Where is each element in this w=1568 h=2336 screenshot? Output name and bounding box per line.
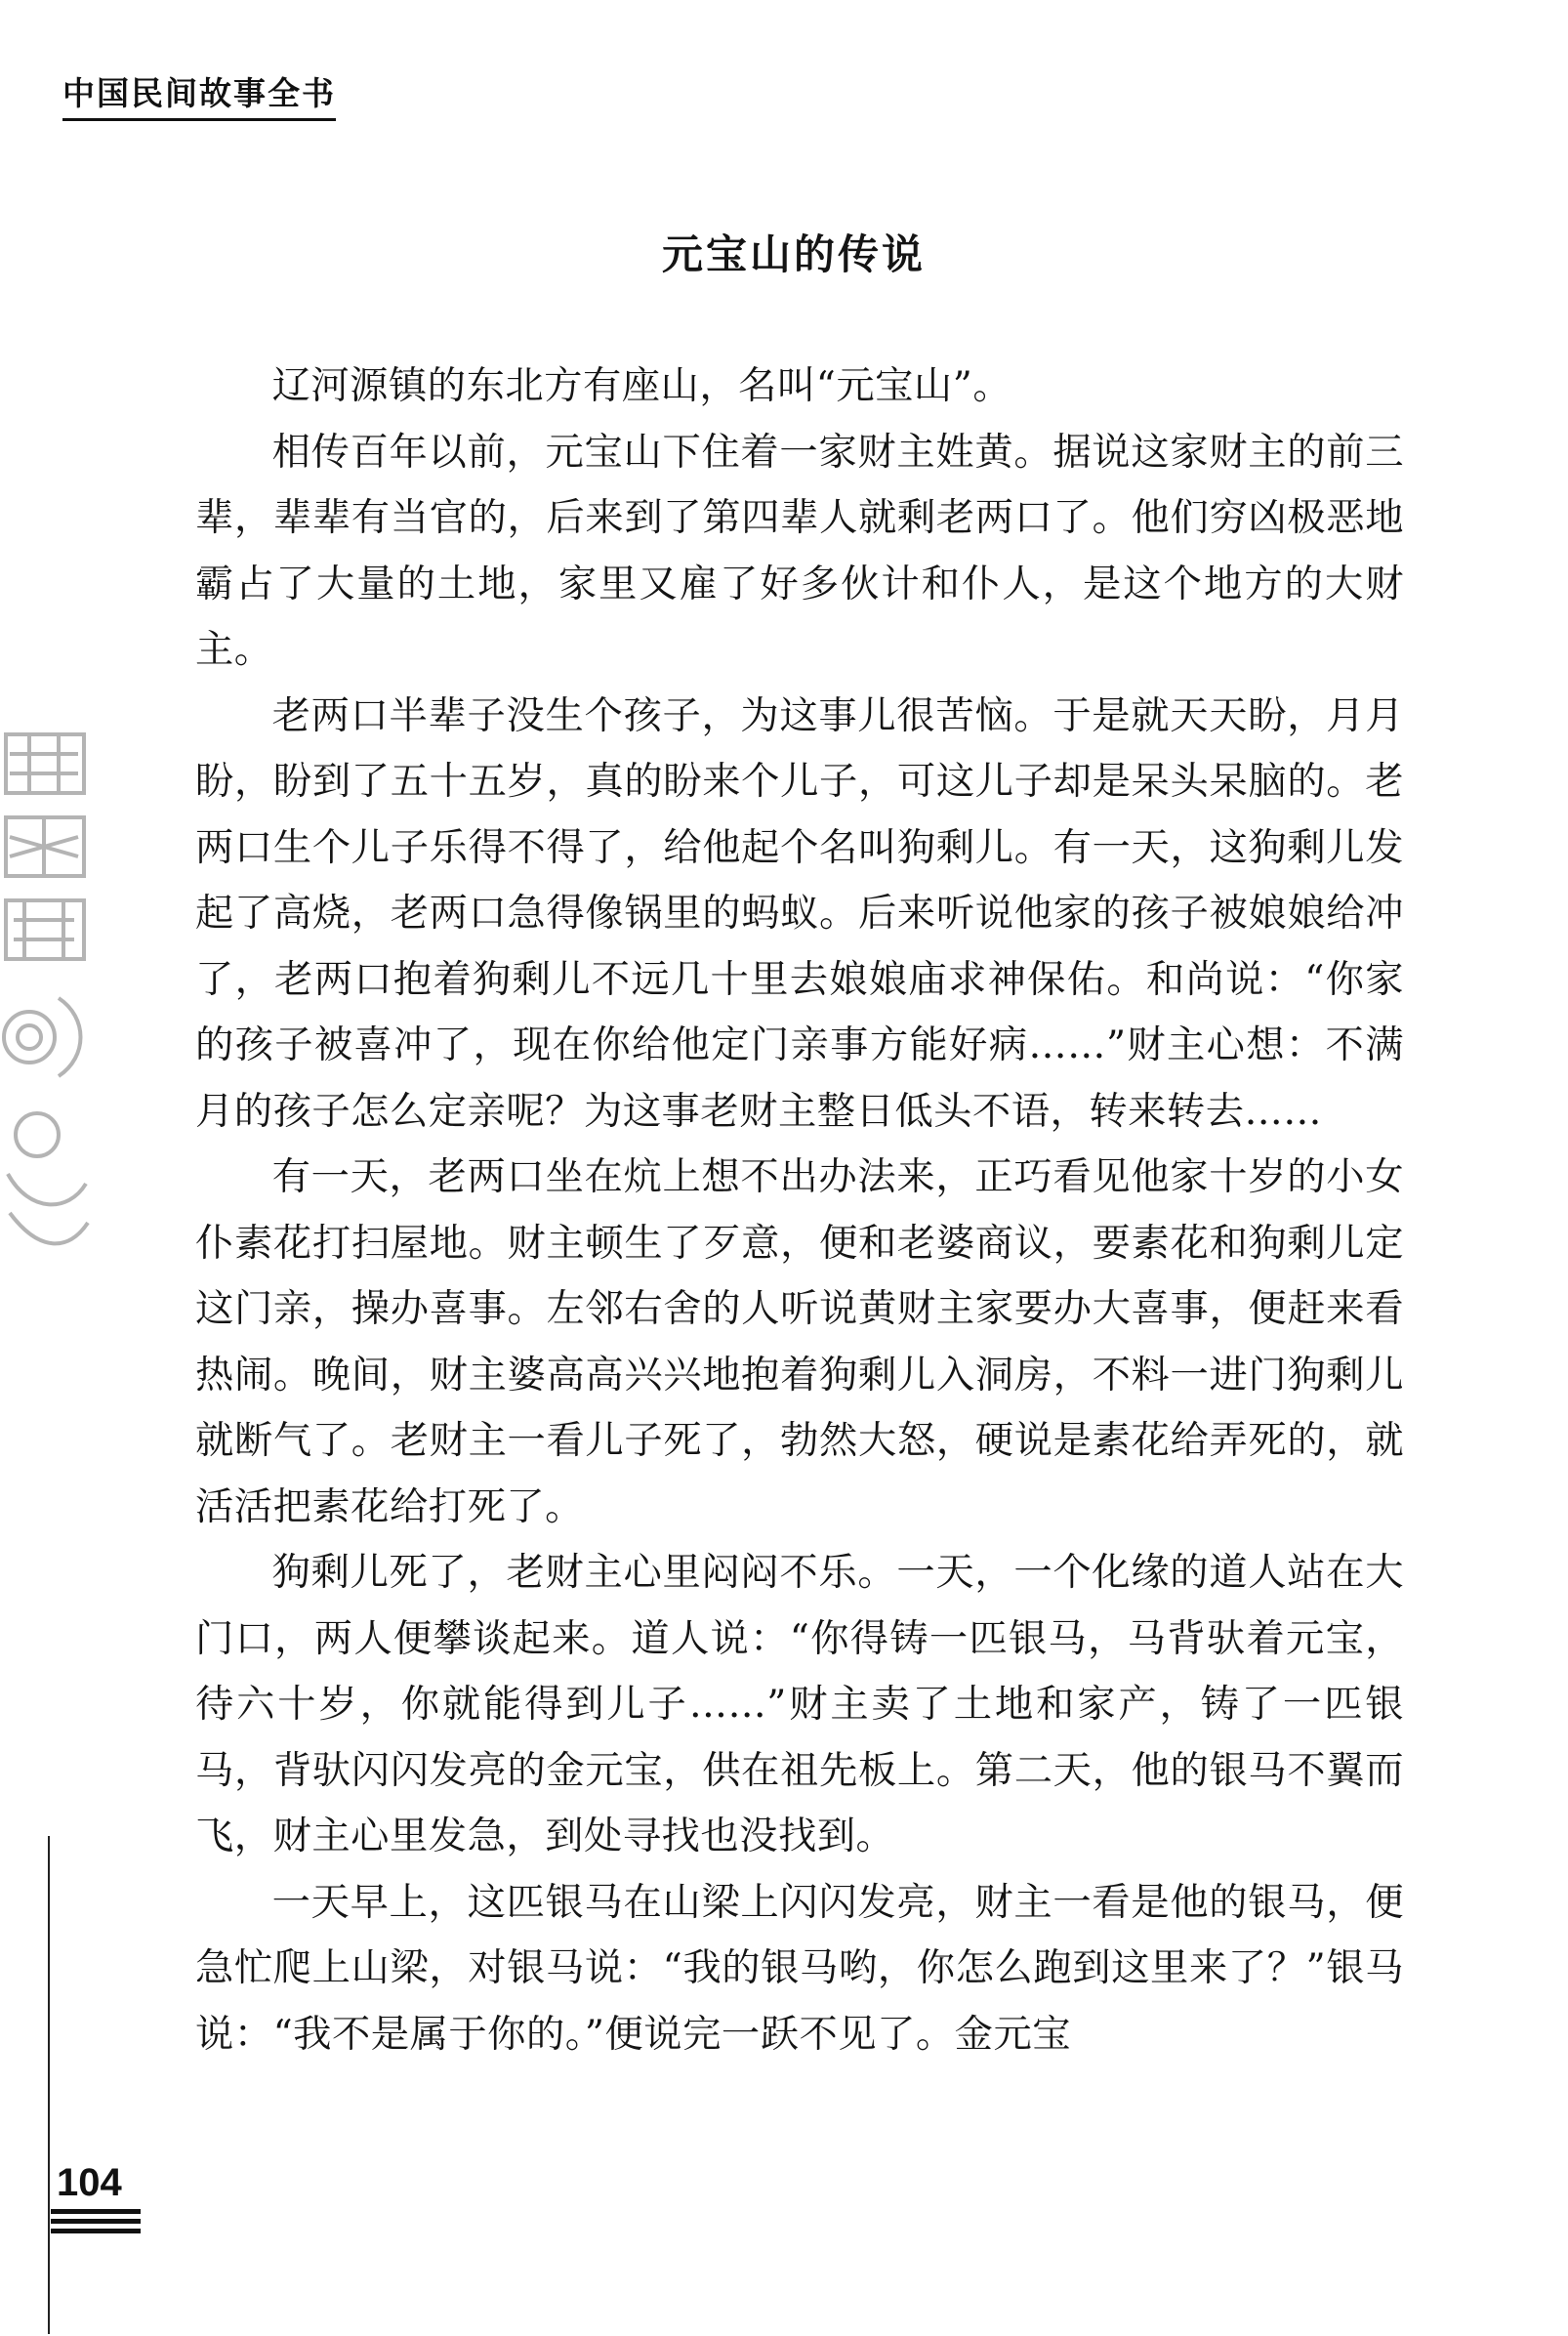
running-header: 中国民间故事全书 — [62, 68, 336, 121]
story-body — [195, 354, 1404, 2067]
paragraph: 有一天，老两口坐在炕上想不出办法来，正巧看见他家十岁的小女仆素花打扫屋地。财主顿生了歹意，便和老婆商议，要素花和狗剩儿定这门亲，操办喜事。左邻右舍的人听说黄财主家要办大喜事，便赶来看热闹。晚间，财主婆高高兴兴地抱着狗剩儿入洞房，不料一进门狗剩儿就断气了。老财主一看儿子死了，勃然大怒，硬说是素花给弄死的，就活活把素花给打死了。 — [195, 1155, 1404, 1529]
page-number: 104 — [57, 2161, 122, 2204]
paragraph: 一天早上，这匹银马在山梁上闪闪发亮，财主一看是他的银马，便急忙爬上山梁，对银马说：“我的银马哟，你怎么跑到这里来了？”银马说：“我不是属于你的。”便说完一跃不见了。金元宝 — [195, 1880, 1404, 2057]
bar — [51, 2209, 141, 2214]
paragraph: 狗剩儿死了，老财主心里闷闷不乐。一天，一个化缘的道人站在大门口，两人便攀谈起来。道人说：“你得铸一匹银马，马背驮着元宝，待六十岁，你就能得到儿子……”财主卖了土地和家产，铸了一匹银马，背驮闪闪发亮的金元宝，供在祖先板上。第二天，他的银马不翼而飞，财主心里发急，到处寻找也没找到。 — [195, 1551, 1404, 1858]
paragraph: 老两口半辈子没生个孩子，为这事儿很苦恼。于是就天天盼，月月盼，盼到了五十五岁，真的盼来个儿子，可这儿子却是呆头呆脑的。老两口生个儿子乐得不得了，给他起个名叫狗剩儿。有一天，这狗剩儿发起了高烧，老两口急得像锅里的蚂蚁。后来听说他家的孩子被娘娘给冲了，老两口抱着狗剩儿不远几十里去娘娘庙求神保佑。和尚说：“你家的孩子被喜冲了，现在你给他定门亲事方能好病……”财主心想：不满月的孩子怎么定亲呢？为这事老财主整日低头不语，转来转去…… — [195, 693, 1404, 1134]
paragraph: 相传百年以前，元宝山下住着一家财主姓黄。据说这家财主的前三辈，辈辈有当官的，后来到了第四辈人就剩老两口了。他们穷凶极恶地霸占了大量的土地，家里又雇了好多伙计和仆人，是这个地方的大财主。 — [195, 430, 1404, 672]
page-number-bars — [51, 2209, 141, 2238]
bar — [51, 2219, 141, 2224]
side-ornament-decoration — [0, 725, 93, 1272]
bar — [51, 2229, 141, 2233]
paragraph: 辽河源镇的东北方有座山，名叫“元宝山”。 — [271, 364, 1012, 408]
story-title: 元宝山的传说 — [661, 230, 926, 278]
footer-vertical-rule — [48, 1836, 50, 2334]
